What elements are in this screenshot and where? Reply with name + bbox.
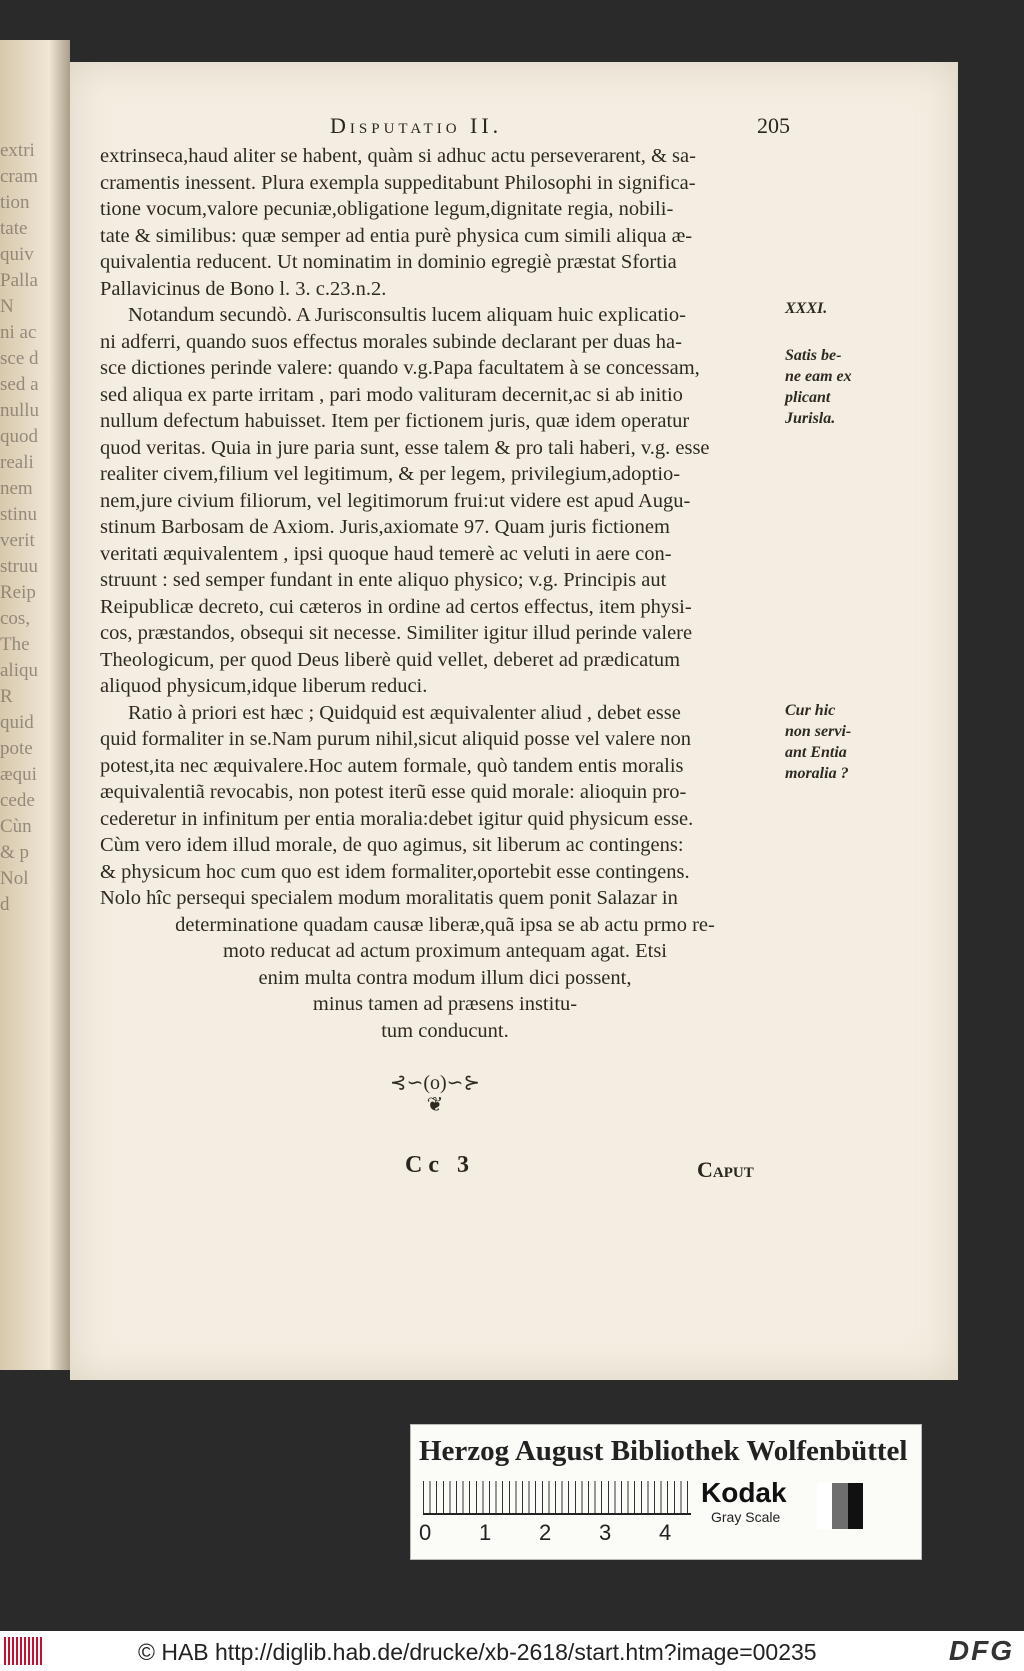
- margin-note-line: moralia ?: [785, 765, 849, 782]
- barcode-icon: [4, 1637, 44, 1665]
- text-line: Reipublicæ decreto, cui cæteros in ordine ad certos effectus, item physi-: [100, 595, 692, 618]
- text-line: & physicum hoc cum quo est idem formaliter,oportebit esse contingens.: [100, 860, 690, 883]
- text-line: enim multa contra modum illum dici possent,: [258, 966, 632, 989]
- text-line: extrinseca,haud aliter se habent, quàm si adhuc actu perseverarent, & sa-: [100, 145, 696, 167]
- facing-page-fragment: struu: [0, 556, 38, 577]
- facing-page-fragment: verit: [0, 530, 35, 551]
- ruler-digit: 4: [659, 1520, 672, 1545]
- running-header: [330, 113, 790, 143]
- tailpiece-ornament: [380, 1072, 490, 1116]
- facing-page-fragment: tion: [0, 192, 30, 213]
- library-name: Herzog August Bibliothek Wolfenbüttel: [419, 1435, 908, 1467]
- text-line: sce dictiones perinde valere: quando v.g.Papa facultatem à se concessam,: [100, 357, 700, 379]
- margin-note-line: ne eam ex: [785, 368, 852, 385]
- text-line: sed aliqua ex parte irritam , pari modo valituram decernit,ac si ab initio: [100, 383, 683, 406]
- facing-page-fragment: cos,: [0, 608, 31, 629]
- facing-page-fragment: aliqu: [0, 660, 38, 681]
- text-line: moto reducat ad actum proximum antequam agat. Etsi: [222, 940, 668, 962]
- scale-ruler: [423, 1481, 691, 1515]
- facing-page-fragment: cede: [0, 790, 35, 811]
- facing-page-fragment: nem: [0, 478, 33, 499]
- ornament-top: ⊰∽(o)∽⊱: [389, 1072, 481, 1094]
- text-line: nem,jure civium filiorum, vel legitimorum frui:ut videre est apud Augu-: [100, 489, 691, 512]
- swatch-patch: [817, 1483, 832, 1529]
- margin-note-line: Jurisla.: [785, 410, 836, 427]
- text-line: tum conducunt.: [381, 1019, 509, 1042]
- text-line: stinum Barbosam de Axiom. Juris,axiomate 97. Quam juris fictionem: [100, 516, 670, 538]
- text-line: aliquod physicum,idque liberum reduci.: [100, 675, 428, 697]
- facing-page-fragment: sed a: [0, 374, 39, 395]
- color-reference-card: [410, 1424, 922, 1560]
- margin-note-moral-entities: [785, 700, 905, 784]
- margin-note-section-number: [785, 298, 905, 319]
- facing-page-fragment: æqui: [0, 764, 37, 785]
- ruler-digit: 3: [599, 1520, 612, 1545]
- ruler-digit: 1: [479, 1520, 492, 1545]
- text-line: nullum defectum habuisset. Item per fictionem juris, quæ idem operatur: [100, 410, 690, 432]
- text-line: Pallavicinus de Bono l. 3. c.23.n.2.: [100, 277, 387, 300]
- facing-page-fragment: quid: [0, 712, 34, 733]
- facing-page-fragment: pote: [0, 738, 33, 759]
- facing-page-edge: [0, 40, 70, 1370]
- text-line: cramentis inessent. Plura exempla suppeditabunt Philosophi in significa-: [100, 171, 696, 194]
- facing-page-fragment: nullu: [0, 400, 40, 421]
- facing-page-fragment: cram: [0, 166, 38, 187]
- text-line: quod veritas. Quia in jure paria sunt, esse talem & pro tali haberi, v.g. esse: [100, 436, 710, 459]
- swatch-patch: [848, 1483, 863, 1529]
- facing-page-fragment: reali: [0, 452, 34, 473]
- footer-bar: [0, 1631, 1024, 1671]
- text-line: ni adferri, quando suos effectus morales subinde declarant per duas ha-: [100, 330, 682, 353]
- dfg-logo: DFG: [948, 1635, 1014, 1666]
- facing-page-fragment: R: [0, 686, 13, 707]
- page-number: 205: [757, 113, 790, 138]
- text-line: Cùm vero idem illud morale, de quo agimus, sit liberum ac contingens:: [100, 834, 684, 856]
- text-line: Notandum secundò. A Jurisconsultis lucem aliquam huic explicatio-: [128, 304, 686, 326]
- facing-page-fragment: Palla: [0, 270, 38, 291]
- ruler-digit: 2: [539, 1520, 552, 1545]
- ornament-bottom: ❦: [426, 1094, 444, 1116]
- kodak-logo: Kodak: [701, 1477, 787, 1508]
- text-line: struunt : sed semper fundant in ente aliquo physico; v.g. Principis aut: [100, 569, 667, 591]
- gray-scale-label: Gray Scale: [711, 1509, 781, 1525]
- facing-page-fragment: Cùn: [0, 816, 32, 837]
- facing-page-fragment: N: [0, 296, 14, 317]
- text-line: tate & similibus: quæ semper ad entia purè physica cum simili aliqua æ-: [100, 224, 693, 247]
- text-line: realiter civem,filium vel legitimum, & per legem, privilegium,adoptio-: [100, 463, 681, 485]
- facing-page-fragment: Reip: [0, 582, 36, 603]
- facing-page-fragment: Nol: [0, 868, 29, 889]
- facing-page-fragment: sce d: [0, 348, 39, 369]
- text-line: Theologicum, per quod Deus liberè quid vellet, deberet ad prædicatum: [100, 648, 681, 671]
- facing-page-fragment: stinu: [0, 504, 37, 525]
- ruler-digit: 0: [419, 1520, 432, 1545]
- text-line: tione vocum,valore pecuniæ,obligatione legum,dignitate regia, nobili-: [100, 198, 674, 220]
- facing-page-fragment: ni ac: [0, 322, 37, 343]
- text-line: Ratio à priori est hæc ; Quidquid est æquivalenter aliud , debet esse: [128, 701, 681, 724]
- margin-note-line: Cur hic: [785, 702, 836, 719]
- text-line: Nolo hîc persequi specialem modum moralitatis quem ponit Salazar in: [100, 887, 678, 909]
- facing-page-fragment: quod: [0, 426, 38, 447]
- facing-page-fragment: tate: [0, 218, 28, 239]
- facing-page-fragment: & p: [0, 842, 30, 863]
- text-line: minus tamen ad præsens institu-: [312, 993, 578, 1015]
- margin-note-line: non servi-: [785, 723, 852, 740]
- facing-page-fragment: extri: [0, 140, 35, 161]
- gray-swatch: [817, 1483, 863, 1529]
- margin-note-jurists: [785, 345, 905, 429]
- margin-note-line: Satis be-: [785, 347, 842, 364]
- text-line: determinatione quadam causæ liberæ,quã ipsa se ab actu prmo re-: [175, 913, 715, 936]
- text-line: cederetur in infinitum per entia moralia:debet igitur quid physicum esse.: [100, 807, 694, 830]
- text-line: cos, præstandos, obsequi sit necesse. Similiter igitur illud perinde valere: [100, 622, 693, 644]
- main-text-block: [100, 143, 790, 1044]
- text-line: æquivalentiã revocabis, non potest iterũ esse quid morale: alioquin pro-: [100, 781, 687, 803]
- text-line: potest,ita nec æquivalere.Hoc autem formale, quò tandem entis moralis: [100, 754, 684, 777]
- source-url[interactable]: © HAB http://diglib.hab.de/drucke/xb-2618/start.htm?image=00235: [138, 1639, 817, 1665]
- margin-note-line: plicant: [785, 389, 831, 406]
- facing-page-fragment: d: [0, 894, 10, 915]
- signature-mark: Cc 3: [405, 1152, 475, 1178]
- running-title: Disputatio II.: [330, 113, 503, 138]
- facing-page-fragment: The: [0, 634, 30, 655]
- catchword: Caput: [697, 1157, 754, 1182]
- margin-note-line: ant Entia: [785, 744, 847, 761]
- text-line: quivalentia reducent. Ut nominatim in dominio egregiè præstat Sfortia: [100, 251, 677, 273]
- text-line: quid formaliter in se.Nam purum nihil,sicut aliquid posse vel valere non: [100, 728, 691, 750]
- facing-page-fragment: quiv: [0, 244, 34, 265]
- margin-note-line: XXXI.: [785, 300, 828, 317]
- swatch-patch: [832, 1483, 847, 1529]
- text-line: veritati æquivalentem , ipsi quoque haud temerè ac veluti in aere con-: [100, 542, 672, 565]
